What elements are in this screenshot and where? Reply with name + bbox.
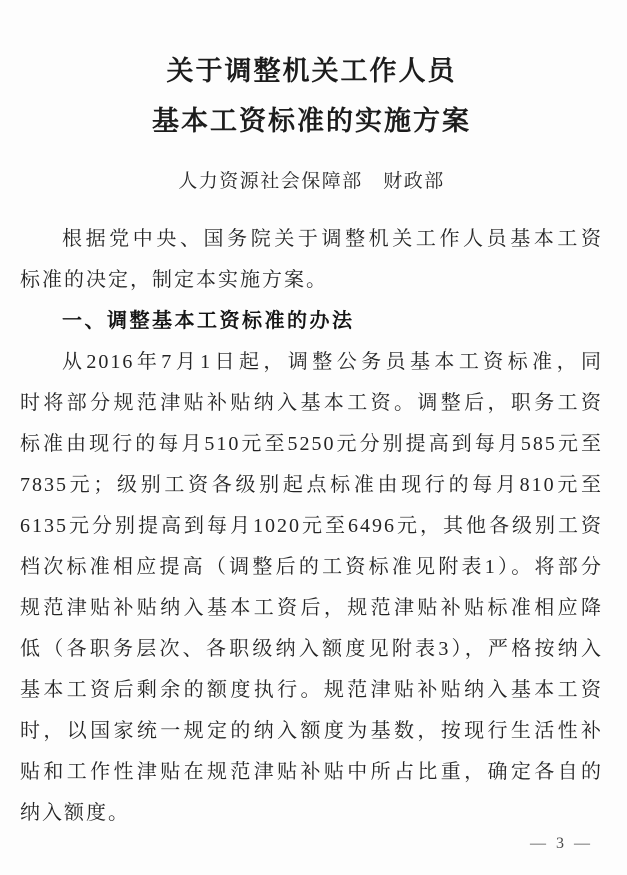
document-content: [20, 28, 603, 834]
page-number: — 3 —: [530, 835, 593, 852]
text-line: 时，以国家统一规定的纳入额度为基数，按现行生活性补: [20, 720, 603, 743]
text-line: 标准由现行的每月510元至5250元分别提高到每月585元至: [20, 433, 603, 456]
paragraph: [20, 342, 603, 834]
text-line: 一、调整基本工资标准的办法: [62, 310, 355, 333]
paragraph: [20, 219, 603, 301]
text-line: 7835元；级别工资各级别起点标准由现行的每月810元至: [20, 474, 603, 497]
document-title-line-1: 关于调整机关工作人员: [166, 56, 457, 87]
text-line: 纳入额度。: [20, 802, 130, 825]
text-line: 时将部分规范津贴补贴纳入基本工资。调整后，职务工资: [20, 392, 603, 415]
text-line: 6135元分别提高到每月1020元至6496元，其他各级别工资: [20, 515, 603, 538]
text-line: 档次标准相应提高（调整后的工资标准见附表1）。将部分: [20, 556, 603, 579]
text-line: 低（各职务层次、各职级纳入额度见附表3），严格按纳入: [20, 638, 603, 661]
document-title-line-2: 基本工资标准的实施方案: [152, 106, 471, 137]
text-line: 标准的决定，制定本实施方案。: [20, 269, 328, 292]
text-line: 从2016年7月1日起，调整公务员基本工资标准，同: [62, 351, 603, 374]
document-body: [20, 219, 603, 834]
text-line: 根据党中央、国务院关于调整机关工作人员基本工资: [62, 228, 603, 251]
text-line: 基本工资后剩余的额度执行。规范津贴补贴纳入基本工资: [20, 679, 603, 702]
document-title: [20, 46, 603, 146]
issuing-agencies: 人力资源社会保障部 财政部: [178, 171, 445, 193]
text-line: 规范津贴补贴纳入基本工资后，规范津贴补贴标准相应降: [20, 597, 603, 620]
section-heading: [20, 301, 603, 342]
text-line: 贴和工作性津贴在规范津贴补贴中所占比重，确定各自的: [20, 761, 603, 784]
